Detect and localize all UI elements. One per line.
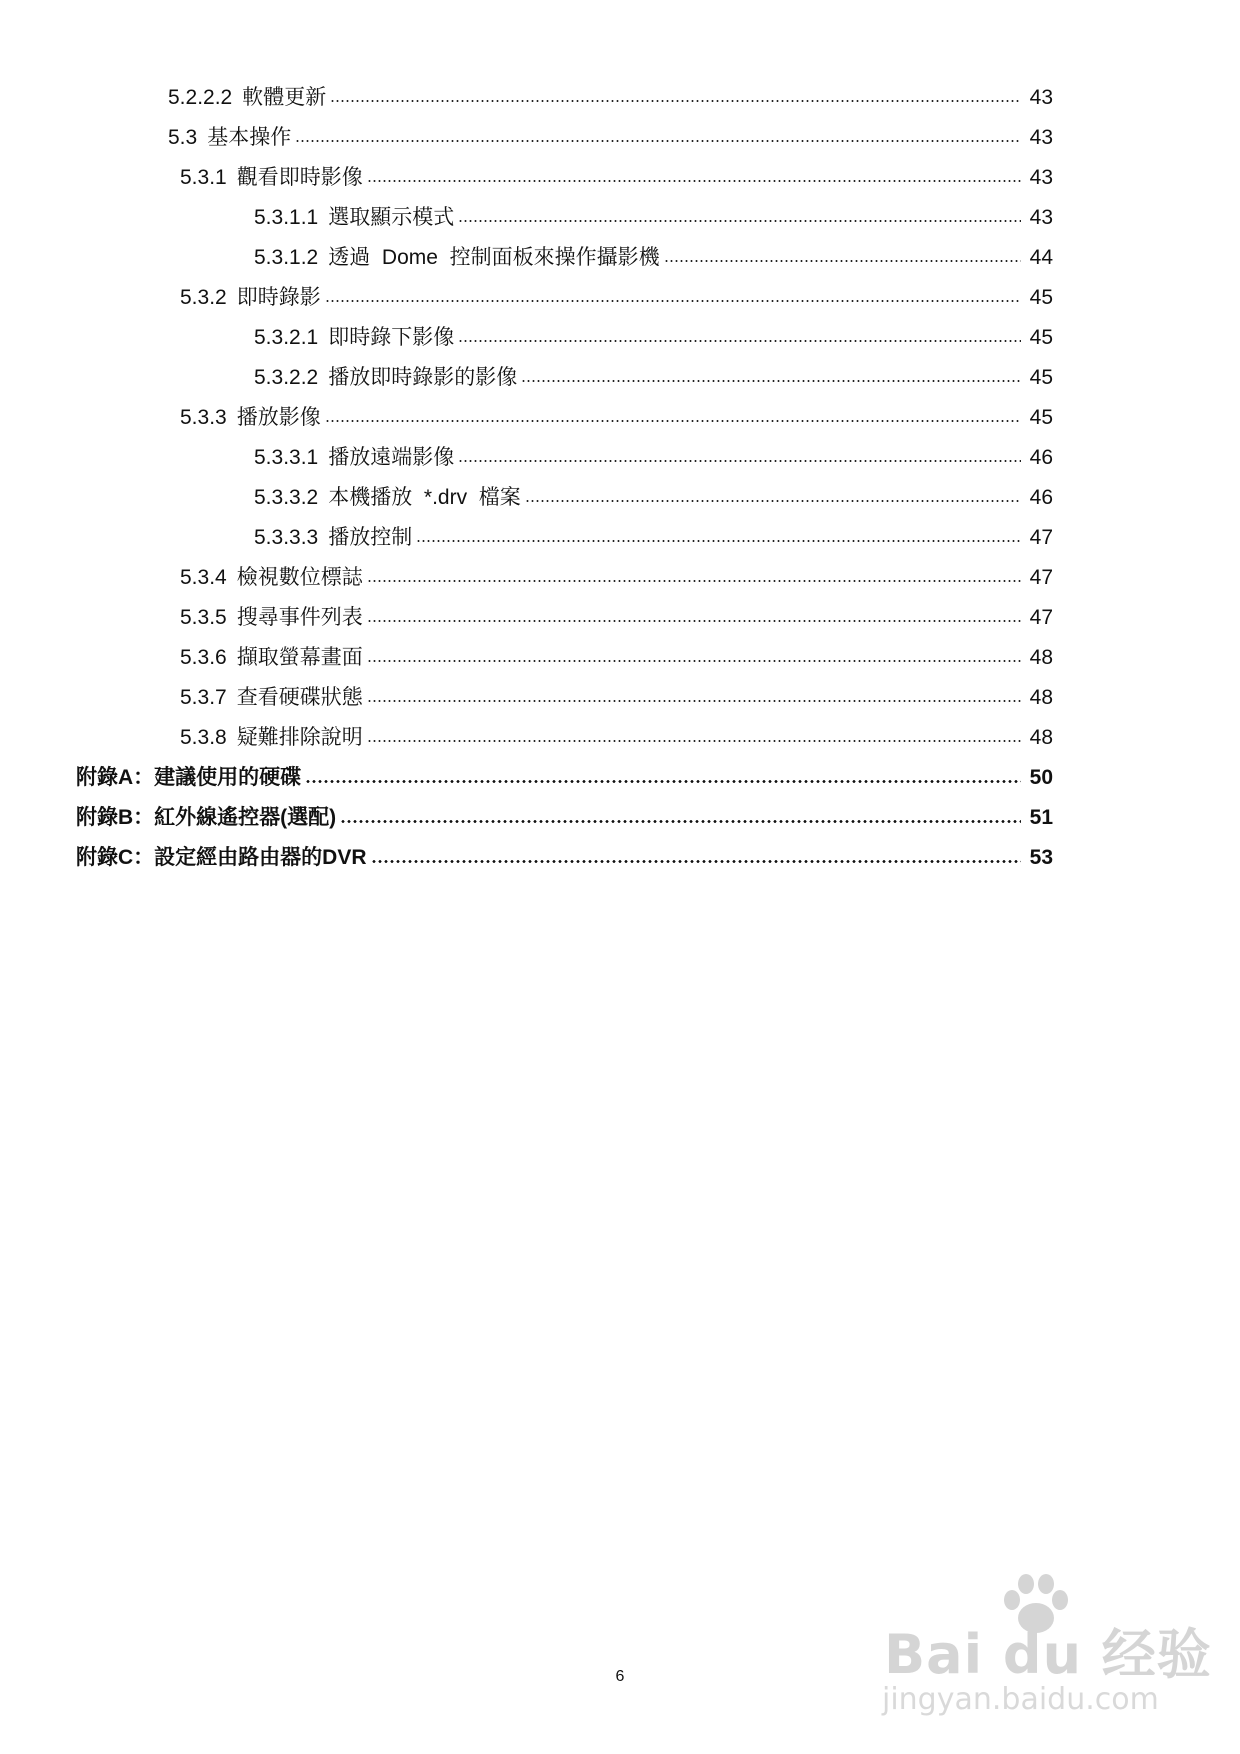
toc-entry-title: 即時錄下影像 [328, 326, 455, 349]
toc-entry-title: 擷取螢幕畫面 [236, 646, 363, 669]
toc-entry[interactable] [0, 398, 1240, 438]
table-of-contents [0, 78, 1240, 878]
toc-entry-title: 播放控制 [328, 526, 413, 549]
toc-entry[interactable] [0, 558, 1240, 598]
toc-entry-number: 附錄C： [76, 846, 155, 869]
toc-entry-number: 5.3.8 [180, 726, 227, 749]
toc-entry-title: 基本操作 [207, 126, 292, 149]
toc-dot-leader [295, 137, 1021, 145]
toc-entry-title: 觀看即時影像 [236, 166, 363, 189]
toc-entry-title: 建議使用的硬碟 [154, 766, 302, 789]
toc-entry[interactable] [0, 518, 1240, 558]
toc-entry-page: 47 [1029, 526, 1053, 549]
toc-entry[interactable] [0, 278, 1240, 318]
toc-dot-leader [340, 817, 1021, 825]
toc-entry-page: 43 [1029, 86, 1053, 109]
watermark-url: jingyan.baidu.com [882, 1682, 1159, 1717]
toc-dot-leader [521, 377, 1021, 385]
toc-entry[interactable] [0, 238, 1240, 278]
toc-entry-title: 疑難排除說明 [236, 726, 363, 749]
toc-entry[interactable] [0, 638, 1240, 678]
toc-entry-page: 48 [1029, 686, 1053, 709]
toc-entry-page: 50 [1029, 766, 1053, 789]
toc-entry-title: 軟體更新 [242, 86, 327, 109]
page-number: 6 [615, 1668, 625, 1685]
toc-dot-leader [325, 417, 1021, 425]
toc-entry-title: 選取顯示模式 [328, 206, 455, 229]
toc-entry[interactable] [0, 358, 1240, 398]
toc-entry-title: 即時錄影 [236, 286, 321, 309]
toc-entry-number: 5.3.6 [180, 646, 227, 669]
toc-entry-number: 5.3.2 [180, 286, 227, 309]
toc-entry-number: 附錄B： [76, 806, 155, 829]
toc-entry[interactable] [0, 678, 1240, 718]
toc-entry-title: 播放遠端影像 [328, 446, 455, 469]
toc-entry-page: 53 [1029, 846, 1053, 869]
toc-dot-leader [664, 257, 1021, 265]
toc-entry-page: 43 [1029, 206, 1053, 229]
toc-entry-number: 5.3.5 [180, 606, 227, 629]
toc-entry[interactable] [0, 318, 1240, 358]
toc-entry[interactable] [0, 478, 1240, 518]
toc-entry-page: 43 [1029, 126, 1053, 149]
toc-entry-page: 45 [1029, 406, 1053, 429]
toc-entry-number: 5.3.2.2 [254, 366, 319, 389]
toc-dot-leader [305, 777, 1021, 785]
toc-entry-number: 5.3.3.1 [254, 446, 319, 469]
toc-entry-number: 5.3.7 [180, 686, 227, 709]
toc-dot-leader [458, 217, 1021, 225]
toc-entry-page: 47 [1029, 566, 1053, 589]
toc-entry-number: 5.3.4 [180, 566, 227, 589]
toc-entry-number: 5.3.1.2 [254, 246, 319, 269]
toc-entry-number: 5.3 [168, 126, 198, 149]
toc-entry[interactable] [0, 198, 1240, 238]
toc-dot-leader [330, 97, 1021, 105]
toc-entry-page: 45 [1029, 366, 1053, 389]
toc-dot-leader [371, 857, 1021, 865]
toc-entry-number: 5.3.3.2 [254, 486, 319, 509]
toc-entry-title: 搜尋事件列表 [236, 606, 363, 629]
toc-dot-leader [367, 617, 1021, 625]
toc-entry-number: 附錄A： [76, 766, 155, 789]
toc-entry-title: 設定經由路由器的DVR [154, 846, 367, 869]
toc-dot-leader [367, 177, 1021, 185]
toc-entry-page: 46 [1029, 446, 1053, 469]
toc-entry-page: 47 [1029, 606, 1053, 629]
toc-dot-leader [458, 337, 1021, 345]
toc-entry-title: 播放影像 [236, 406, 321, 429]
toc-dot-leader [416, 537, 1021, 545]
toc-entry-number: 5.3.1.1 [254, 206, 319, 229]
toc-dot-leader [367, 577, 1021, 585]
toc-entry-page: 45 [1029, 326, 1053, 349]
toc-entry[interactable] [0, 78, 1240, 118]
toc-entry-page: 48 [1029, 726, 1053, 749]
toc-entry-title: 檢視數位標誌 [236, 566, 363, 589]
toc-entry-number: 5.3.3.3 [254, 526, 319, 549]
toc-entry[interactable] [0, 118, 1240, 158]
toc-entry-number: 5.2.2.2 [168, 86, 233, 109]
toc-entry-title: 播放即時錄影的影像 [328, 366, 518, 389]
toc-entry-number: 5.3.1 [180, 166, 227, 189]
toc-entry[interactable] [0, 718, 1240, 758]
toc-entry-number: 5.3.3 [180, 406, 227, 429]
toc-dot-leader [367, 737, 1021, 745]
toc-entry-page: 51 [1029, 806, 1053, 829]
toc-entry-title: 紅外線遙控器(選配) [154, 806, 337, 829]
toc-dot-leader [325, 297, 1021, 305]
toc-entry[interactable] [0, 158, 1240, 198]
toc-entry[interactable] [0, 438, 1240, 478]
toc-dot-leader [367, 697, 1021, 705]
toc-entry-page: 45 [1029, 286, 1053, 309]
toc-entry[interactable] [0, 598, 1240, 638]
watermark-brand: Bai du 经验 [884, 1623, 1212, 1686]
toc-entry-page: 48 [1029, 646, 1053, 669]
toc-entry-page: 43 [1029, 166, 1053, 189]
baidu-watermark [878, 1570, 1212, 1730]
toc-entry-page: 46 [1029, 486, 1053, 509]
toc-dot-leader [525, 497, 1021, 505]
toc-dot-leader [458, 457, 1021, 465]
toc-entry-page: 44 [1029, 246, 1053, 269]
toc-dot-leader [367, 657, 1021, 665]
toc-entry[interactable] [0, 838, 1240, 878]
toc-entry-title: 透過 Dome 控制面板來操作攝影機 [328, 246, 660, 269]
toc-entry[interactable] [0, 758, 1240, 798]
toc-entry[interactable] [0, 798, 1240, 838]
toc-entry-number: 5.3.2.1 [254, 326, 319, 349]
toc-entry-title: 查看硬碟狀態 [236, 686, 363, 709]
toc-entry-title: 本機播放 *.drv 檔案 [328, 486, 521, 509]
